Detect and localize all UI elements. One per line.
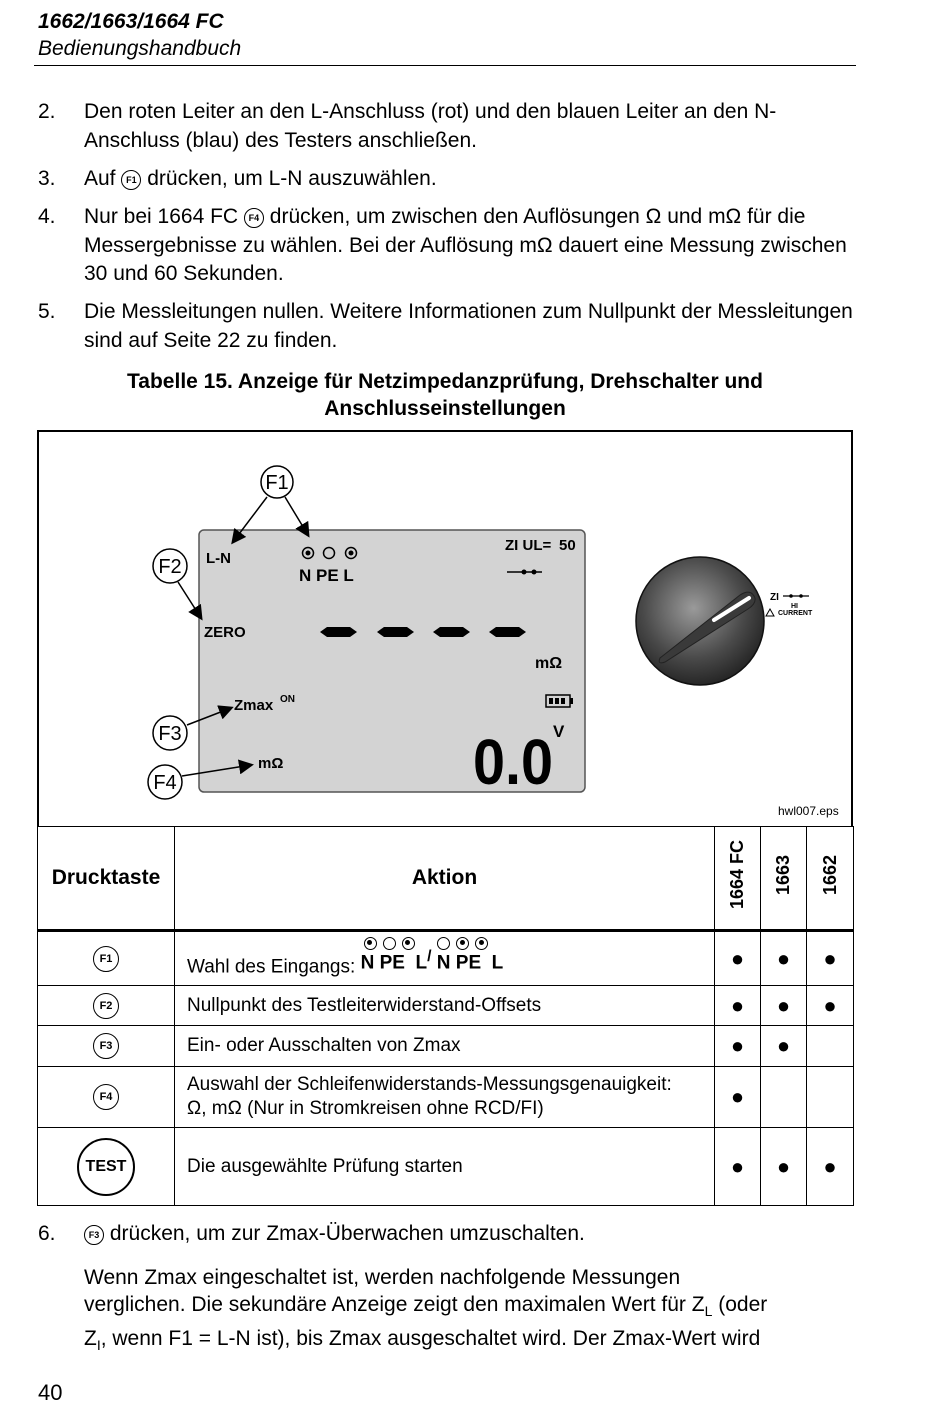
lcd-zmax-on: ON xyxy=(280,694,295,705)
callout-f4-label: F4 xyxy=(153,772,177,794)
step-text-pre: Auf xyxy=(84,167,116,190)
table-caption: Tabelle 15. Anzeige für Netzimpedanzprüfung, Drehschalter und Anschlusseinstellungen xyxy=(127,370,763,420)
f2-key-icon: F2 xyxy=(93,993,119,1019)
lcd-reading-unit: V xyxy=(553,722,565,741)
dial-label-zi: ZI xyxy=(770,592,779,603)
f3-key-icon: F3 xyxy=(93,1033,119,1059)
table-row xyxy=(38,1128,854,1206)
header-model-1663: 1663 xyxy=(773,854,793,896)
mark-1663: ● xyxy=(761,1128,807,1206)
action-text: Wahl des Eingangs: xyxy=(187,956,356,978)
step-number: 4. xyxy=(38,205,56,228)
lcd-zmax: Zmax xyxy=(234,697,274,714)
action-cell xyxy=(175,1067,715,1128)
mark-1662: ● xyxy=(807,986,854,1026)
f1-key-icon: F1 xyxy=(93,946,119,972)
f3-key-icon: F3 xyxy=(84,1225,104,1245)
inputs-slash: / xyxy=(427,948,432,966)
paragraph-line: Wenn Zmax eingeschaltet ist, werden nachfolgende Messungen xyxy=(84,1266,681,1289)
table-header-row xyxy=(38,827,854,931)
step-3 xyxy=(38,165,868,194)
callout-f1-label: F1 xyxy=(265,472,289,494)
inputs-option-b: N PE L xyxy=(436,952,504,974)
mark-1664: ● xyxy=(715,1128,761,1206)
test-key-icon: TEST xyxy=(77,1138,135,1196)
action-text-2: Ω, mΩ (Nur in Stromkreisen ohne RCD/FI) xyxy=(187,1098,544,1119)
header-model-1664: 1664 FC xyxy=(727,840,747,910)
action-text: Nullpunkt des Testleiterwiderstand-Offsets xyxy=(175,986,715,1026)
lcd-top-right: ZI UL= xyxy=(505,537,552,554)
tester-display-figure xyxy=(37,430,853,827)
mark-1664: ● xyxy=(715,1026,761,1067)
lcd-zero: ZERO xyxy=(204,624,246,641)
step-number: 6. xyxy=(38,1222,56,1245)
step-number: 3. xyxy=(38,167,56,190)
rotary-dial-icon xyxy=(636,557,764,685)
action-cell xyxy=(175,931,715,986)
lcd-unit-main: mΩ xyxy=(535,655,563,672)
action-text: Die ausgewählte Prüfung starten xyxy=(175,1128,715,1206)
lcd-unit-small: mΩ xyxy=(258,755,284,772)
header-action: Aktion xyxy=(175,827,715,931)
header-key: Drucktaste xyxy=(38,827,175,931)
step-2 xyxy=(38,98,868,155)
lcd-reading: 0.0 xyxy=(473,726,554,798)
header-model: 1662/1663/1664 FC xyxy=(38,10,224,33)
step-5 xyxy=(38,298,868,355)
figure-filename: hwl007.eps xyxy=(778,804,839,818)
lcd-inputs: N PE L xyxy=(299,566,354,585)
step-number: 5. xyxy=(38,300,56,323)
step-text: Die Messleitungen nullen. Weitere Informationen zum Nullpunkt der Messleitungen sind auf Seite 22 zu finden. xyxy=(84,300,853,352)
table-row xyxy=(38,931,854,986)
f1-key-icon: F1 xyxy=(121,170,141,190)
table-row xyxy=(38,1026,854,1067)
step-text-post: drücken, um L-N auszuwählen. xyxy=(147,167,437,190)
dial-label-hi: HI xyxy=(791,603,798,610)
lcd-mode: L-N xyxy=(206,550,231,567)
table-row xyxy=(38,1067,854,1128)
callout-f3-label: F3 xyxy=(158,723,182,745)
header-rule xyxy=(34,65,856,66)
body-paragraph xyxy=(84,1264,874,1359)
step-text: drücken, um zur Zmax-Überwachen umzuschalten. xyxy=(109,1222,585,1245)
function-table xyxy=(37,826,854,1206)
inputs-option-a: N PE L xyxy=(360,952,428,974)
dial-label-current: CURRENT xyxy=(778,610,813,617)
mark-1662: ● xyxy=(807,931,854,986)
f4-key-icon: F4 xyxy=(244,208,264,228)
step-6 xyxy=(38,1220,868,1249)
page-number: 40 xyxy=(38,1380,63,1405)
mark-1662 xyxy=(807,1026,854,1067)
mark-1664: ● xyxy=(715,1067,761,1128)
header-subtitle: Bedienungshandbuch xyxy=(38,37,242,60)
mark-1664: ● xyxy=(715,931,761,986)
step-text-post: drücken, um zwischen den Auflösungen Ω und mΩ für die Messergebnisse zu wählen. Bei der Auflösung mΩ dauert eine Messung zwischen 30 und 60 Sekunden. xyxy=(84,205,847,285)
action-text: Ein- oder Ausschalten von Zmax xyxy=(175,1026,715,1067)
paragraph-line: $Z_I$, wenn F1 = L-N ist), bis Zmax ausgeschaltet wird. Der Zmax-Wert wird xyxy=(84,1327,761,1354)
mark-1662 xyxy=(807,1067,854,1128)
f4-key-icon: F4 xyxy=(93,1084,119,1110)
step-4 xyxy=(38,203,868,289)
mark-1664: ● xyxy=(715,986,761,1026)
mark-1663 xyxy=(761,1067,807,1128)
mark-1663: ● xyxy=(761,986,807,1026)
callout-f2-label: F2 xyxy=(158,556,182,578)
step-text-pre: Nur bei 1664 FC xyxy=(84,205,239,228)
mark-1662: ● xyxy=(807,1128,854,1206)
mark-1663: ● xyxy=(761,1026,807,1067)
paragraph-line: verglichen. Die sekundäre Anzeige zeigt den maximalen Wert für $Z_L$ (oder xyxy=(84,1293,768,1320)
header-model-1662: 1662 xyxy=(819,854,840,896)
lcd-limit-value: 50 xyxy=(559,537,576,554)
mark-1663: ● xyxy=(761,931,807,986)
table-row xyxy=(38,986,854,1026)
step-text: Den roten Leiter an den L-Anschluss (rot) und den blauen Leiter an den N-Anschluss (blau) des Testers anschließen. xyxy=(84,100,777,152)
figure-box xyxy=(37,430,853,827)
action-text: Auswahl der Schleifenwiderstands-Messungsgenauigkeit: xyxy=(187,1074,672,1095)
step-number: 2. xyxy=(38,100,56,123)
